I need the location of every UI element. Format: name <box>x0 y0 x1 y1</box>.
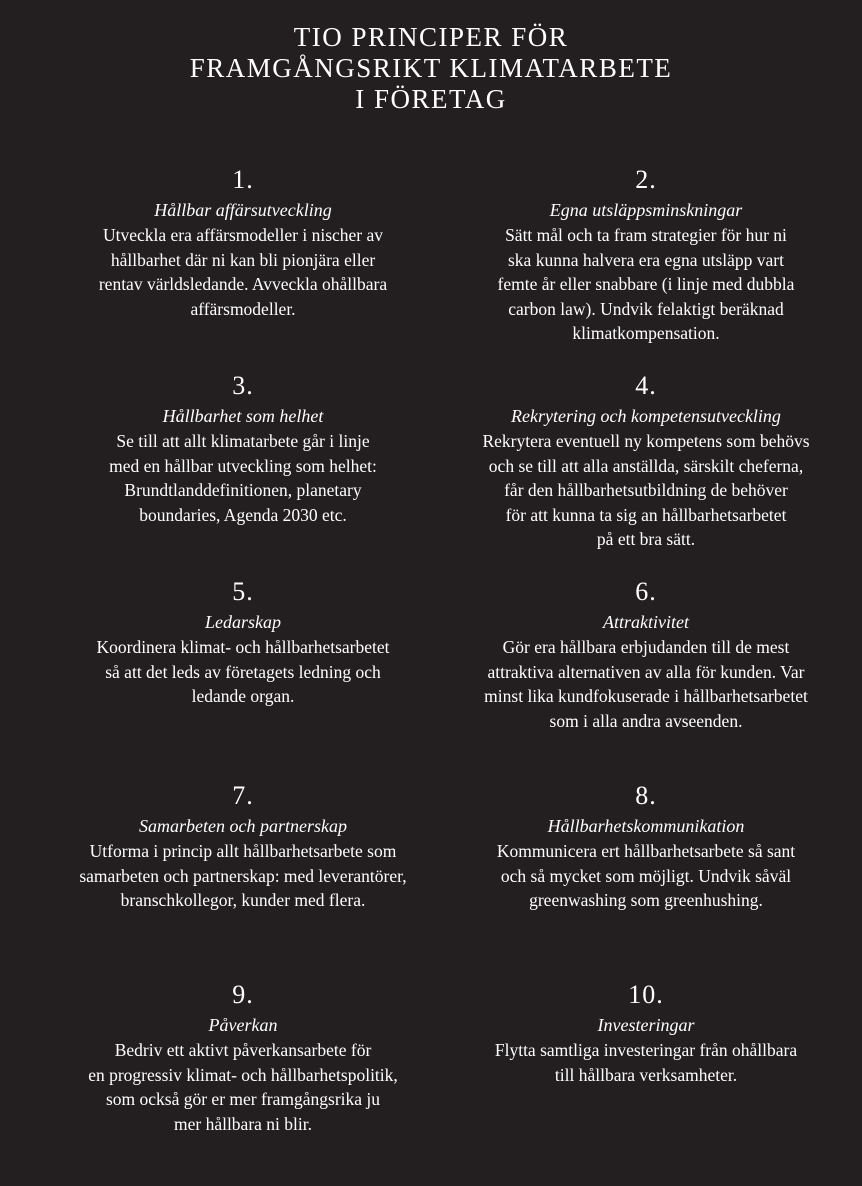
principle-text-line: Se till att allt klimatarbete går i linje <box>116 431 370 451</box>
principle-text-line: en progressiv klimat- och hållbarhetspolitik, <box>88 1064 398 1085</box>
principle-text-line: Gör era hållbara erbjudanden till de mest <box>502 637 790 657</box>
principle-heading: Hållbarhetskommunikation <box>547 816 745 836</box>
principle-8 <box>446 780 846 913</box>
title-line: TIO PRINCIPER FÖR <box>293 22 569 52</box>
principle-text-line: till hållbara verksamheter. <box>554 1064 738 1085</box>
principle-text-line: branschkollegor, kunder med flera. <box>120 890 366 910</box>
principle-text-line: Utforma i princip allt hållbarhetsarbete som <box>89 841 397 861</box>
principle-heading: Hållbarhet som helhet <box>162 406 324 426</box>
principle-text-line: hållbarhet där ni kan bli pionjära eller <box>110 249 376 270</box>
principle-7 <box>43 780 443 913</box>
principle-9 <box>43 979 443 1136</box>
principle-text-line: som i alla andra avseenden. <box>549 710 743 731</box>
principle-5 <box>43 576 443 709</box>
principle-text-line: ska kunna halvera era egna utsläpp vart <box>508 249 784 270</box>
principle-text-line: så att det leds av företagets ledning och <box>105 661 381 682</box>
principle-number: 6. <box>635 577 657 606</box>
principle-text-line: Utveckla era affärsmodeller i nischer av <box>102 225 384 245</box>
principle-text-line: som också gör er mer framgångsrika ju <box>105 1089 381 1109</box>
principle-text-line: och så mycket som möjligt. Undvik såväl <box>500 865 792 886</box>
principle-text-line: Kommunicera ert hållbarhetsarbete så sant <box>496 841 796 861</box>
principle-text-line: Rekrytera eventuell ny kompetens som behövs <box>482 431 810 451</box>
principle-text-line: attraktiva alternativen av alla för kunden. Var <box>487 661 805 682</box>
principle-text-line: samarbeten och partnerskap: med leverantörer, <box>79 865 407 886</box>
principle-text-line: får den hållbarhetsutbildning de behöver <box>504 480 788 500</box>
principle-text-line: rentav världsledande. Avveckla ohållbara <box>98 274 388 294</box>
principle-text-line: Bedriv ett aktivt påverkansarbete för <box>114 1040 372 1060</box>
principle-text-line: med en hållbar utveckling som helhet: <box>109 455 377 476</box>
principle-text-line: affärsmodeller. <box>190 298 296 319</box>
principle-text-line: och se till att alla anställda, särskilt cheferna, <box>488 455 804 476</box>
principle-text-line: Flytta samtliga investeringar från ohållbara <box>494 1040 798 1060</box>
principle-10 <box>446 979 846 1087</box>
title-line: FRAMGÅNGSRIKT KLIMATARBETE <box>189 53 673 83</box>
principle-number: 4. <box>635 371 657 400</box>
principle-1 <box>43 164 443 321</box>
principle-heading: Hållbar affärsutveckling <box>154 200 332 220</box>
principle-heading: Rekrytering och kompetensutveckling <box>511 406 781 426</box>
principle-text-line: klimatkompensation. <box>572 323 720 343</box>
principle-number: 10. <box>628 980 664 1009</box>
principle-text-line: Brundtlanddefinitionen, planetary <box>124 480 362 500</box>
principle-text-line: carbon law). Undvik felaktigt beräknad <box>508 298 784 319</box>
principle-text-line: för att kunna ta sig an hållbarhetsarbetet <box>505 504 787 525</box>
principle-heading: Påverkan <box>208 1015 278 1035</box>
principle-heading: Egna utsläppsminskningar <box>549 200 743 220</box>
principle-text-line: femte år eller snabbare (i linje med dubbla <box>497 274 795 294</box>
principle-text-line: Sätt mål och ta fram strategier för hur ni <box>505 225 787 245</box>
principle-heading: Ledarskap <box>205 612 281 632</box>
principle-text-line: på ett bra sätt. <box>596 529 696 549</box>
principle-text-line: boundaries, Agenda 2030 etc. <box>139 504 347 525</box>
principle-number: 5. <box>232 577 254 606</box>
title-line: I FÖRETAG <box>355 84 507 114</box>
principle-number: 8. <box>635 781 657 810</box>
principle-text-line: greenwashing som greenhushing. <box>529 890 763 910</box>
page-title <box>0 22 862 115</box>
principle-4 <box>446 370 846 552</box>
principle-number: 7. <box>232 781 254 810</box>
principle-6 <box>446 576 846 733</box>
principle-heading: Investeringar <box>597 1015 695 1035</box>
principle-3 <box>43 370 443 527</box>
principle-text-line: mer hållbara ni blir. <box>173 1113 312 1134</box>
principle-text-line: minst lika kundfokuserade i hållbarhetsarbetet <box>484 686 808 706</box>
principle-2 <box>446 164 846 346</box>
principle-text-line: ledande organ. <box>191 686 295 706</box>
principle-number: 1. <box>232 165 254 194</box>
principle-heading: Samarbeten och partnerskap <box>139 816 347 836</box>
principle-heading: Attraktivitet <box>603 612 689 632</box>
principle-number: 9. <box>232 980 254 1009</box>
principle-number: 3. <box>232 371 254 400</box>
principle-text-line: Koordinera klimat- och hållbarhetsarbetet <box>96 637 390 657</box>
principle-number: 2. <box>635 165 657 194</box>
